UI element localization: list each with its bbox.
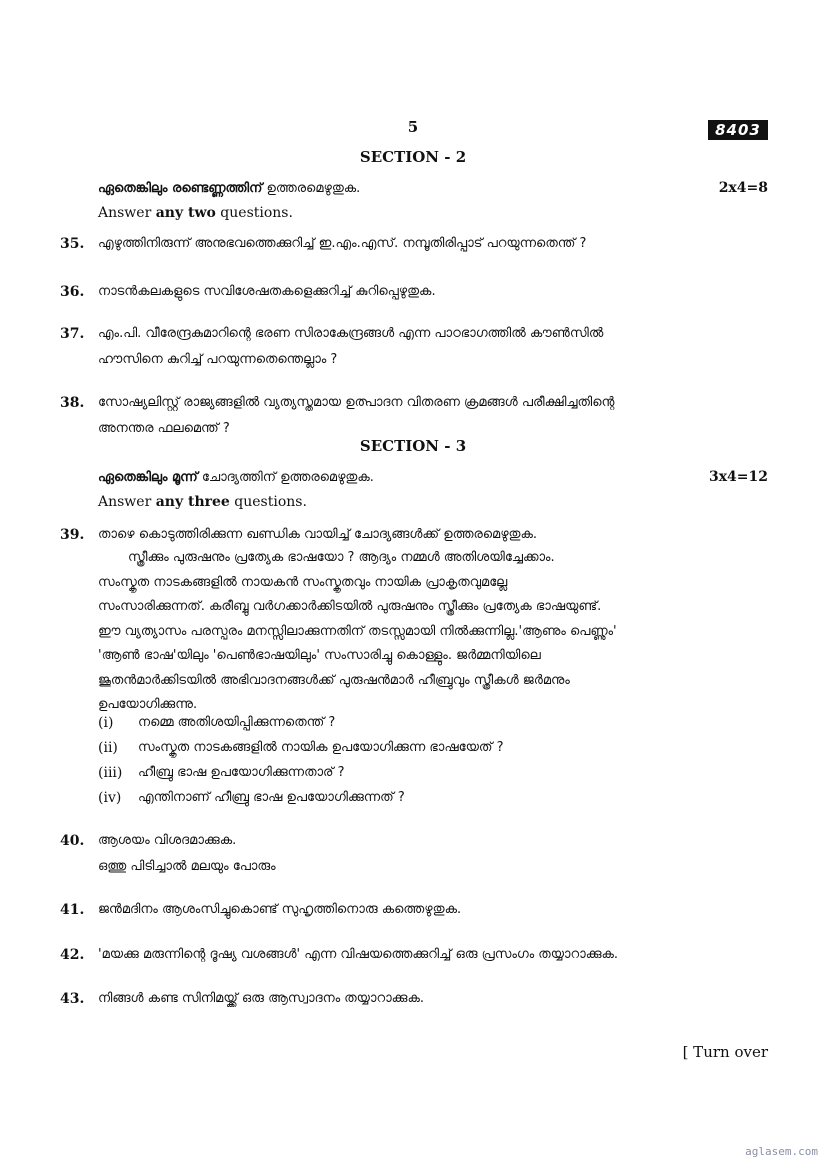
passage-line: 'ആൺ ഭാഷ'യിലും 'പെൺഭാഷയിലും' സംസാരിച്ചു കൊള്ളും. ജർമ്മനിയിലെ bbox=[98, 648, 541, 663]
proverb-line: ഒത്തു പിടിച്ചാൽ മലയും പോരും bbox=[98, 859, 276, 874]
section-2-title: SECTION - 2 bbox=[359, 148, 467, 166]
question-41-text: ജൻമദിനം ആശംസിച്ചുകൊണ്ട് സുഹൃത്തിനൊരു കത്തെഴുതുക. bbox=[98, 902, 462, 917]
question-40-text bbox=[98, 828, 728, 880]
passage-line: സംസ്കൃത നാടകങ്ങളിൽ നായകൻ സംസ്കൃതവും നായിക പ്രാകൃതവുമല്ലേ bbox=[98, 574, 508, 590]
passage-line: സംസാരിക്കുന്നത്. കരീബ്ബു വർഗക്കാർക്കിടയിൽ പുരുഷനും സ്ത്രീക്കും പ്രത്യേക ഭാഷയുണ്ട്. bbox=[98, 599, 602, 614]
subquestion-label: (iv) bbox=[98, 790, 122, 806]
instruction-rest: ഉത്തരമെഴുതുക. bbox=[262, 181, 361, 196]
instruction-en-post: questions. bbox=[215, 205, 293, 221]
section-2-marks: 2x4=8 bbox=[718, 180, 768, 196]
question-38-text bbox=[98, 390, 728, 442]
section-3-marks: 3x4=12 bbox=[708, 469, 768, 485]
instruction-en-bold: any three bbox=[155, 494, 230, 510]
question-line: ഹൗസിനെ കുറിച്ച് പറയുന്നതെന്തെല്ലാം ? bbox=[98, 352, 338, 367]
subquestion-text: സംസ്കൃത നാടകങ്ങളിൽ നായിക ഉപയോഗിക്കുന്ന ഭാഷയേത് ? bbox=[138, 740, 504, 755]
subquestion-text: ഹീബ്രു ഭാഷ ഉപയോഗിക്കുന്നതാര് ? bbox=[138, 765, 345, 780]
question-42-number: 42. bbox=[60, 947, 85, 963]
question-35-number: 35. bbox=[60, 236, 85, 252]
question-line: നാടൻകലകളുടെ സവിശേഷതകളെക്കുറിച്ച് കുറിപ്പെഴുതുക. bbox=[98, 284, 436, 299]
question-43-text: നിങ്ങൾ കണ്ട സിനിമയ്ക്ക് ഒരു ആസ്വാദനം തയ്യാറാക്കുക. bbox=[98, 991, 425, 1006]
subquestion-text: നമ്മെ അതിശയിപ്പിക്കുന്നതെന്ത് ? bbox=[138, 715, 336, 730]
question-line: ആശയം വിശദമാക്കുക. bbox=[98, 833, 237, 848]
instruction-en-post: questions. bbox=[229, 494, 307, 510]
question-line: എം.പി. വീരേന്ദ്രകുമാറിന്റെ ഭരണ സിരാകേന്ദ്രങ്ങൾ എന്ന പാഠഭാഗത്തിൽ കൗൺസിൽ bbox=[98, 326, 604, 341]
subquestion-text: എന്തിനാണ് ഹീബ്രു ഭാഷ ഉപയോഗിക്കുന്നത് ? bbox=[138, 790, 405, 805]
question-42-text: 'മയക്കു മരുന്നിന്റെ ദൂഷ്യ വശങ്ങൾ' എന്ന വിഷയത്തെക്കുറിച്ച് ഒരു പ്രസംഗം തയ്യാറാക്കുക. bbox=[98, 947, 619, 962]
passage-line: സ്ത്രീക്കും പുരുഷനും പ്രത്യേക ഭാഷയോ ? ആദ്യം നമ്മൾ അതിശയിച്ചേക്കാം. bbox=[128, 550, 555, 565]
instruction-bold: ഏതെങ്കിലും രണ്ടെണ്ണത്തിന് bbox=[98, 181, 263, 196]
passage-line: ജൂതൻമാർക്കിടയിൽ അഭിവാദനങ്ങൾക്ക് പുരുഷൻമാർ ഹീബ്രുവും സ്ത്രീകൾ ജർമനും bbox=[98, 672, 570, 688]
question-line: എഴുത്തിനിരുന്ന് അനുഭവത്തെക്കുറിച്ച് ഇ.എം.എസ്. നമ്പൂതിരിപ്പാട് പറയുന്നതെന്ത് ? bbox=[98, 236, 587, 251]
subquestion-label: (i) bbox=[98, 715, 114, 731]
section-2-instruction-ml bbox=[98, 181, 360, 196]
question-41-number: 41. bbox=[60, 902, 85, 918]
instruction-rest: ചോദ്യത്തിന് ഉത്തരമെഴുതുക. bbox=[197, 470, 374, 485]
question-39-passage bbox=[98, 546, 728, 718]
section-3-instruction-en bbox=[98, 494, 307, 510]
question-36-text bbox=[98, 279, 728, 305]
question-38-number: 38. bbox=[60, 395, 85, 411]
question-36-number: 36. bbox=[60, 284, 85, 300]
section-3-instruction-ml bbox=[98, 470, 374, 485]
question-37-number: 37. bbox=[60, 326, 85, 342]
section-2-instruction-en bbox=[98, 205, 293, 221]
paper-code-badge: 8403 bbox=[708, 120, 768, 140]
question-39-number: 39. bbox=[60, 527, 85, 543]
subquestion-label: (ii) bbox=[98, 740, 118, 756]
instruction-bold: ഏതെങ്കിലും മൂന്ന് bbox=[98, 470, 198, 485]
question-35-text bbox=[98, 231, 728, 257]
page-number: 5 bbox=[407, 118, 419, 136]
turn-over-label: [ Turn over bbox=[682, 1043, 768, 1061]
question-40-number: 40. bbox=[60, 833, 85, 849]
watermark: aglasem.com bbox=[745, 1145, 818, 1158]
question-39-prompt: താഴെ കൊടുത്തിരിക്കുന്ന ഖണ്ഡിക വായിച്ച് ചോദ്യങ്ങൾക്ക് ഉത്തരമെഴുതുക. bbox=[98, 527, 538, 542]
subquestion-label: (iii) bbox=[98, 765, 123, 781]
section-3-title: SECTION - 3 bbox=[359, 437, 467, 455]
passage-line: ഉപയോഗിക്കുന്നു. bbox=[98, 697, 198, 712]
passage-line: ഈ വ്യത്യാസം പരസ്പരം മനസ്സിലാക്കുന്നതിന് തടസ്സമായി നിൽക്കുന്നില്ല.'ആണും പെണ്ണും' bbox=[98, 623, 617, 639]
question-line: അനന്തര ഫലമെന്ത് ? bbox=[98, 421, 230, 436]
instruction-en-pre: Answer bbox=[98, 494, 156, 510]
question-37-text bbox=[98, 321, 728, 373]
instruction-en-bold: any two bbox=[155, 205, 216, 221]
question-43-number: 43. bbox=[60, 991, 85, 1007]
question-line: സോഷ്യലിസ്റ്റ് രാജ്യങ്ങളിൽ വ്യത്യസ്തമായ ഉത്പാദന വിതരണ ക്രമങ്ങൾ പരീക്ഷിച്ചതിന്റെ bbox=[98, 395, 615, 410]
instruction-en-pre: Answer bbox=[98, 205, 156, 221]
